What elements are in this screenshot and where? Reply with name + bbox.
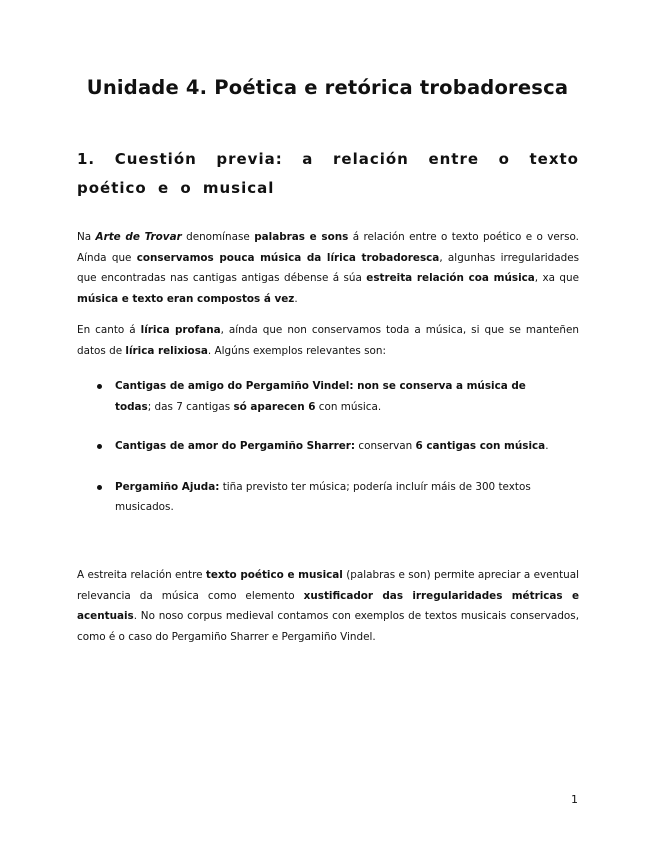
p1-bold: conservamos pouca música da lírica trobadoresca (136, 251, 440, 264)
p1-emphasis: Arte de Trovar (95, 231, 182, 243)
bullet-text: . (545, 440, 549, 452)
bullet-bold: Cantigas de amor do Pergamiño Sharrer: (115, 440, 356, 452)
p2-bold: lírica profana (140, 324, 221, 336)
p1-bold: estreita relación coa música (366, 272, 535, 284)
p1-text: . (294, 292, 298, 305)
page-number: 1 (571, 793, 578, 806)
bullet-icon (97, 485, 102, 490)
p3-text: (palabras e son) permite apreciar a eventual relevancia da música como elemento (77, 569, 580, 602)
p1-bold: palabras e sons (254, 231, 349, 243)
bullet-bold: Cantigas de amigo do Pergamiño Vindel: non se conserva a música de todas (115, 380, 526, 413)
p1-text: á relación entre o texto poético e o verso. Aínda que (77, 231, 579, 264)
bullet-icon (97, 384, 102, 389)
list-item (97, 477, 559, 518)
bullet-bold: 6 cantigas con música (415, 440, 546, 452)
p1-text: , xa que (534, 272, 579, 284)
bullet-bold: Pergamiño Ajuda: (115, 480, 220, 493)
bullet-text: tiña previsto ter música; podería incluír máis de 300 textos musicados. (115, 480, 531, 513)
list-item (97, 436, 559, 457)
p3-bold: xustificador das irregularidades métricas e acentuais (77, 589, 579, 622)
p3-text: A estreita relación entre (77, 569, 206, 581)
paragraph-3 (77, 565, 579, 647)
bullet-text: con música. (315, 400, 382, 413)
p3-text: . No noso corpus medieval contamos con exemplos de textos musicais conservados, como é o caso do Pergamiño Sharrer e Pergamiño Vindel. (77, 610, 579, 643)
bullet-text: ; das 7 cantigas (147, 400, 234, 413)
p1-text: Na (77, 231, 96, 243)
p1-text: denomínase (181, 231, 255, 243)
bullet-list (97, 376, 559, 518)
p2-text: . Algúns exemplos relevantes son: (207, 344, 386, 357)
p2-text: , aínda que non conservamos toda a música, si que se manteñen datos de (77, 324, 579, 357)
bullet-bold: só aparecen 6 (233, 400, 316, 413)
list-item (97, 376, 559, 417)
p1-text: , algunhas irregularidades que encontradas nas cantigas antigas débense á súa (77, 251, 579, 284)
page-title: Unidade 4. Poética e retórica trobadoresca (86, 76, 569, 99)
p1-bold: música e texto eran compostos á vez (77, 292, 295, 305)
paragraph-2 (77, 320, 579, 361)
paragraph-1 (77, 227, 579, 309)
bullet-icon (97, 444, 102, 449)
p2-text: En canto á (77, 324, 141, 336)
bullet-text: conservan (355, 440, 416, 452)
p3-bold: texto poético e musical (205, 569, 343, 581)
section-heading: 1. Cuestión previa: a relación entre o texto poético e o musical (77, 150, 579, 197)
p2-bold: lírica relixiosa (125, 344, 208, 357)
